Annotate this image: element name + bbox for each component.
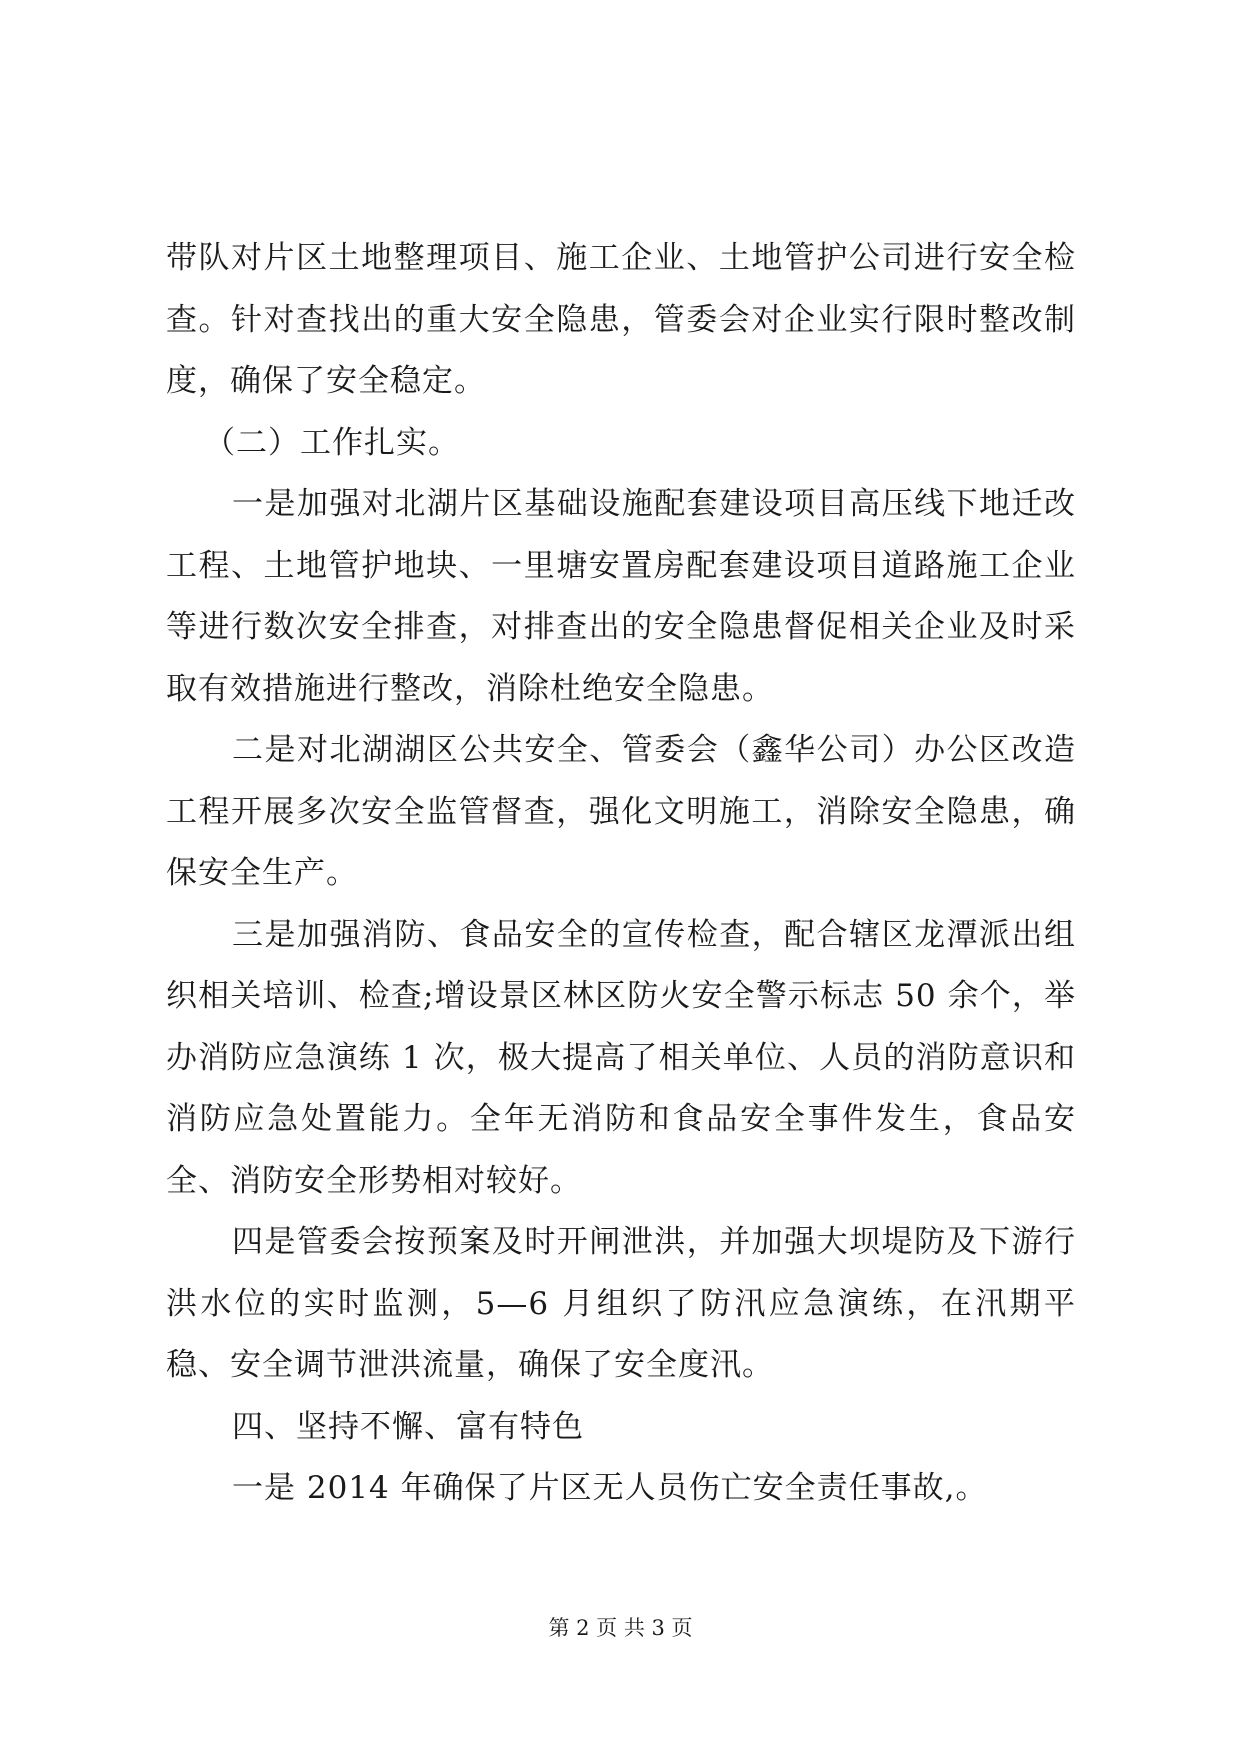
- paragraph-item-5: 一是 2014 年确保了片区无人员伤亡安全责任事故,。: [232, 1470, 988, 1506]
- paragraph-continuation: 带队对片区土地整理项目、施工企业、土地管护公司进行安全检查。针对查找出的重大安全隐患，管委会对企业实行限时整改制度，确保了安全稳定。: [166, 240, 1076, 399]
- paragraph-item-4: 四是管委会按预案及时开闸泄洪，并加强大坝堤防及下游行洪水位的实时监测，5—6 月组织了防汛应急演练，在汛期平稳、安全调节泄洪流量，确保了安全度汛。: [166, 1224, 1076, 1383]
- document-body: [166, 228, 1076, 1520]
- page-number-footer: 第 2 页 共 3 页: [548, 1616, 693, 1640]
- section-heading-2: （二）工作扎实。: [204, 424, 460, 461]
- paragraph-item-1: 一是加强对北湖片区基础设施配套建设项目高压线下地迁改工程、土地管护地块、一里塘安置房配套建设项目道路施工企业等进行数次安全排查，对排查出的安全隐患督促相关企业及时采取有效措施进行整改，消除杜绝安全隐患。: [166, 486, 1076, 707]
- section-heading-4: 四、坚持不懈、富有特色: [232, 1408, 584, 1445]
- paragraph-item-2: 二是对北湖湖区公共安全、管委会（鑫华公司）办公区改造工程开展多次安全监管督查，强化文明施工，消除安全隐患，确保安全生产。: [166, 732, 1076, 891]
- paragraph-item-3: 三是加强消防、食品安全的宣传检查，配合辖区龙潭派出组织相关培训、检查;增设景区林区防火安全警示标志 50 余个，举办消防应急演练 1 次，极大提高了相关单位、人员的消防意识和消防应急处置能力。全年无消防和食品安全事件发生，食品安全、消防安全形势相对较好。: [166, 916, 1076, 1199]
